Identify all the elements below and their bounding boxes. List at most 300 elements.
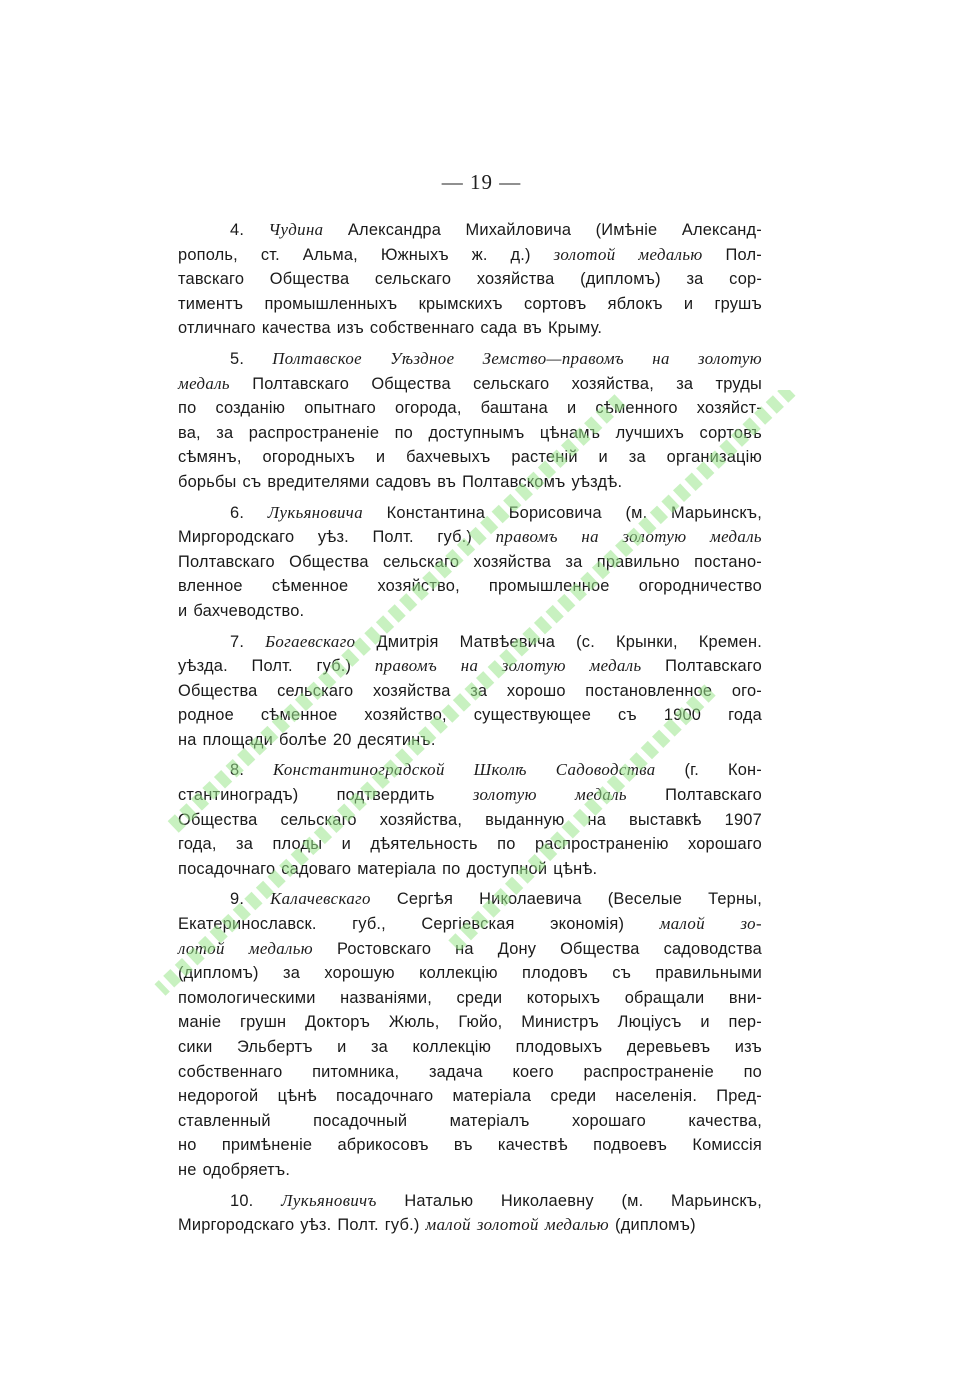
word: за — [628, 448, 646, 467]
text-line — [178, 783, 762, 808]
list-item — [178, 1189, 762, 1238]
word: губ., — [352, 915, 386, 934]
word: Чудина — [268, 220, 324, 239]
word: ж. — [471, 245, 488, 264]
text-line — [178, 396, 762, 421]
word: стантиноградъ) — [178, 786, 299, 805]
word: среди — [456, 988, 503, 1007]
word: Александ- — [681, 221, 762, 239]
word: коллекцію — [412, 1038, 492, 1056]
word: промышленное — [488, 577, 610, 596]
word: посадочнаго — [178, 859, 276, 878]
word: грушн — [239, 1013, 287, 1032]
word: хозяйства, — [571, 374, 654, 393]
text-line — [178, 316, 762, 341]
word: постановленное — [585, 681, 713, 700]
word: рополь, — [178, 245, 238, 264]
text-line — [178, 574, 762, 599]
page-number: — 19 — — [441, 170, 522, 194]
word: Полтавскаго — [665, 786, 762, 805]
word: подтвердить — [336, 786, 435, 805]
word: Южныхъ — [380, 245, 449, 264]
text-line — [178, 470, 762, 495]
word: Министръ — [521, 1013, 599, 1032]
word: золотую — [697, 348, 762, 368]
word: борьбы — [178, 472, 237, 491]
word: (г. — [684, 761, 700, 780]
word: отличнаго — [178, 319, 256, 338]
word: плоды — [272, 835, 323, 854]
list-item — [178, 218, 762, 341]
word: Дону — [497, 939, 537, 958]
word: и — [337, 1038, 347, 1056]
word: золотую — [501, 656, 566, 676]
word: Марьинскъ, — [671, 1191, 762, 1210]
word: Николаевну — [500, 1191, 594, 1210]
word: правильными — [655, 964, 762, 983]
word: 20 — [332, 730, 352, 749]
word: Александра — [347, 221, 442, 239]
word: Гюйо, — [458, 1013, 503, 1032]
word: Лукьяновичъ — [281, 1190, 377, 1210]
word: и — [375, 448, 386, 467]
word: огорода, — [395, 399, 462, 418]
word: сѣменное — [271, 577, 349, 596]
word: Богаевскаго — [265, 631, 356, 651]
word: сельскаго — [374, 270, 452, 289]
word: родное — [178, 706, 234, 725]
word: (дипломъ) — [580, 270, 661, 289]
word: баштана — [480, 399, 548, 418]
text-line — [178, 654, 762, 679]
word: хозяйства, — [379, 810, 463, 829]
word: уѣз. — [300, 1216, 332, 1235]
word: Пред- — [716, 1087, 762, 1106]
word: питомника, — [312, 1062, 400, 1081]
text-line — [178, 347, 762, 372]
word: Полтавскаго — [665, 657, 762, 676]
word: Миргородскаго — [178, 1216, 295, 1235]
text-line — [178, 1060, 762, 1085]
word: названіями, — [340, 988, 432, 1007]
word: Люціусъ — [617, 1013, 682, 1032]
word: распространеніе — [583, 1062, 714, 1081]
word: медалью — [544, 1215, 610, 1235]
word: малой — [425, 1215, 471, 1235]
word: качествѣ — [497, 1136, 568, 1155]
word: Альма, — [302, 245, 358, 264]
word: Докторъ — [305, 1013, 371, 1032]
word: и — [566, 399, 577, 418]
text-line — [178, 267, 762, 292]
word: населенія. — [615, 1087, 698, 1106]
word: лучшихъ — [615, 423, 685, 442]
word: Земство—правомъ — [482, 348, 625, 368]
word: Общества — [371, 374, 451, 393]
word: 6. — [230, 503, 245, 522]
text-line — [178, 525, 762, 550]
word: абрикосовъ — [337, 1136, 429, 1155]
word: и — [178, 601, 188, 620]
word: года, — [178, 835, 217, 854]
word: Михайловича — [465, 221, 572, 239]
word: хорошо — [506, 681, 566, 700]
word: коллекцію — [419, 964, 498, 983]
word: выданную — [485, 810, 565, 829]
word: 7. — [230, 632, 245, 651]
word: золотую — [622, 527, 687, 547]
word: выставкѣ — [629, 810, 702, 829]
word: съ — [242, 472, 262, 491]
word: задача — [428, 1062, 483, 1081]
word: Калачевскаго — [270, 889, 371, 909]
word: сада — [480, 319, 518, 338]
text-line — [178, 1109, 762, 1134]
text-line — [178, 445, 762, 470]
word: за — [236, 835, 254, 854]
word: уѣз. — [317, 528, 349, 547]
word: 8. — [230, 761, 245, 780]
word: губ.) — [384, 1216, 420, 1235]
word: среди — [550, 1087, 597, 1106]
word: правомъ — [374, 656, 438, 676]
text-line — [178, 857, 762, 882]
text-line — [178, 599, 762, 624]
word: въ — [523, 319, 542, 338]
word: труды — [715, 374, 762, 393]
word: по — [178, 399, 197, 418]
word: Общества — [178, 681, 258, 700]
word: уѣздѣ. — [571, 472, 623, 491]
word: Общества — [178, 810, 258, 829]
text-line — [178, 961, 762, 986]
word: садовъ — [375, 472, 432, 491]
word: хозяйство, — [377, 577, 460, 596]
text-line — [178, 501, 762, 526]
word: хорошую — [324, 964, 395, 983]
text-line — [178, 1133, 762, 1158]
word: качества — [261, 319, 331, 338]
word: сики — [178, 1038, 213, 1056]
word: золотую — [472, 785, 537, 805]
word: подвоевъ — [593, 1136, 668, 1155]
word: тавскаго — [178, 270, 245, 289]
word: хозяйства — [476, 270, 555, 289]
word: ст. — [260, 245, 280, 264]
word: Константиноградской — [272, 760, 445, 780]
word: д.) — [510, 245, 531, 264]
text-line — [178, 372, 762, 397]
word: садоводства — [663, 939, 762, 958]
word: хозяйство, — [364, 706, 447, 725]
word: хозяйства — [473, 552, 552, 571]
word: Сергѣя — [396, 890, 454, 909]
word: растеній — [511, 448, 578, 467]
word: Константина — [386, 503, 486, 522]
document-body — [178, 218, 762, 1244]
word: садоваго — [281, 859, 352, 878]
word: по — [442, 859, 461, 878]
word: Жюль, — [388, 1013, 440, 1032]
word: правильно — [596, 552, 680, 571]
word: губ.) — [437, 528, 473, 547]
word: 10. — [230, 1191, 254, 1210]
word: Полтавскаго — [178, 552, 275, 571]
word: матеріала — [357, 859, 437, 878]
word: и — [598, 448, 608, 467]
word: медалью — [248, 938, 313, 958]
word: сельскаго — [473, 374, 550, 393]
text-line — [178, 832, 762, 857]
word: сельскаго — [280, 810, 357, 829]
text-line — [178, 986, 762, 1011]
word: медаль — [575, 785, 627, 805]
word: бахчеводство. — [193, 601, 305, 620]
word: сельскаго — [277, 681, 354, 700]
word: Пол- — [725, 245, 762, 264]
word: Сергіевская — [421, 915, 515, 934]
word: Общества — [269, 270, 350, 289]
word: за — [686, 270, 704, 289]
word: сѣмянъ, — [178, 448, 242, 467]
word: яблокъ — [607, 294, 663, 313]
word: тиментъ — [178, 294, 244, 313]
word: за — [565, 552, 583, 571]
word: Полт. — [372, 528, 414, 547]
word: за — [470, 681, 488, 700]
text-line — [178, 758, 762, 783]
word: Полт. — [337, 1216, 379, 1235]
word: на — [652, 348, 670, 368]
word: цѣнамъ — [539, 423, 601, 442]
word: за — [370, 1038, 388, 1056]
word: (Имѣніе — [595, 221, 658, 239]
word: Дмитрія — [376, 632, 439, 651]
word: сор- — [729, 270, 762, 289]
word: коего — [512, 1062, 554, 1081]
word: золотой — [476, 1215, 539, 1235]
word: помологическими — [178, 988, 316, 1007]
word: дѣятельность — [370, 835, 478, 854]
word: съ — [618, 706, 637, 725]
word: деревьевъ — [626, 1038, 711, 1056]
word: Эльбертъ — [236, 1038, 313, 1056]
word: созданію — [215, 399, 286, 418]
word: и — [700, 1013, 710, 1032]
word: Полтавское — [272, 348, 362, 368]
word: матеріала — [452, 1087, 532, 1106]
word: (м. — [625, 503, 648, 522]
word: постано- — [694, 552, 762, 571]
word: за — [216, 423, 234, 442]
text-line — [178, 243, 762, 268]
word: Николаевича — [479, 890, 582, 909]
text-line — [178, 630, 762, 655]
word: болѣе — [279, 730, 327, 749]
word: медаль — [589, 656, 642, 676]
word: опытнаго — [304, 399, 376, 418]
word: ого- — [731, 681, 762, 700]
word: Полтавскомъ — [462, 472, 566, 491]
word: примѣненіе — [221, 1136, 313, 1155]
word: Борисовича — [508, 503, 602, 522]
word: по — [497, 835, 516, 854]
word: цѣнѣ. — [553, 859, 598, 878]
word: Крынки, — [615, 632, 678, 651]
word: распространеніе — [248, 423, 380, 442]
word: собственнаго — [369, 319, 475, 338]
word: медаль — [178, 373, 230, 393]
text-line — [178, 912, 762, 937]
word: недорогой — [178, 1087, 259, 1106]
word: Общества — [289, 552, 369, 571]
word: сѣменного — [595, 399, 678, 418]
word: Наталью — [404, 1191, 474, 1210]
word: по — [394, 423, 413, 442]
word: изъ — [734, 1038, 762, 1056]
word: въ — [453, 1136, 473, 1155]
word: хозяйст- — [696, 399, 762, 418]
word: 4. — [230, 221, 245, 239]
word: Крыму. — [547, 319, 603, 338]
word: и — [683, 294, 694, 313]
word: Лукьяновича — [267, 502, 363, 522]
word: Миргородскаго — [178, 528, 295, 547]
word: бахчевыхъ — [406, 448, 491, 467]
text-line — [178, 703, 762, 728]
word: вни- — [728, 988, 762, 1007]
word: правомъ — [495, 527, 558, 547]
word: лотой — [178, 938, 225, 958]
word: доступнымъ — [428, 423, 525, 442]
word: вленное — [178, 577, 243, 596]
word: промышленныхъ — [264, 294, 398, 313]
list-item — [178, 758, 762, 881]
word: (дипломъ) — [178, 964, 259, 983]
text-line — [178, 1189, 762, 1214]
word: года — [728, 706, 762, 725]
text-line — [178, 1158, 762, 1183]
word: сѣменное — [260, 706, 338, 725]
word: одобряетъ. — [202, 1160, 291, 1179]
word: обращали — [624, 988, 705, 1007]
word: маніе — [178, 1013, 222, 1032]
word: хозяйства — [372, 681, 451, 700]
word: и — [341, 835, 351, 854]
word: за — [676, 374, 694, 393]
text-line — [178, 1213, 762, 1238]
word: но — [178, 1136, 197, 1155]
word: 9. — [230, 890, 245, 909]
word: ставленный — [178, 1111, 271, 1130]
list-item — [178, 347, 762, 495]
word: плодовъ — [522, 964, 588, 983]
word: малой — [659, 914, 705, 934]
word: золотой — [553, 244, 616, 264]
word: доступной — [466, 859, 548, 878]
word: (Веселые — [607, 890, 683, 909]
word: организацію — [666, 448, 762, 467]
word: матеріалъ — [449, 1111, 530, 1130]
text-line — [178, 937, 762, 962]
word: на — [460, 656, 479, 676]
word: Школѣ — [473, 760, 527, 780]
word: качества, — [688, 1111, 762, 1130]
word: Кремен. — [698, 632, 762, 651]
text-line — [178, 1010, 762, 1035]
word: (м. — [621, 1191, 644, 1210]
word: губ.) — [316, 657, 352, 676]
word: Матвѣевича — [459, 632, 556, 651]
word: площади — [202, 730, 274, 749]
word: которыхъ — [526, 988, 601, 1007]
word: въ — [437, 472, 457, 491]
word: Марьинскъ, — [671, 503, 762, 522]
word: хорошаго — [688, 835, 762, 854]
word: десятинъ. — [357, 730, 436, 749]
word: (дипломъ) — [615, 1216, 696, 1235]
word: цѣнѣ — [277, 1087, 317, 1106]
word: экономія) — [550, 915, 625, 934]
word: (с. — [576, 632, 595, 651]
text-line — [178, 679, 762, 704]
word: уѣзда. — [178, 657, 228, 676]
word: сельскаго — [382, 552, 460, 571]
word: съ — [612, 964, 632, 983]
word: зо- — [740, 914, 762, 934]
word: грушъ — [714, 294, 762, 313]
word: на — [587, 810, 607, 829]
word: пер- — [728, 1013, 762, 1032]
word: Терны, — [708, 890, 762, 909]
word: сортовъ — [699, 423, 762, 442]
word: огородничество — [638, 577, 762, 596]
word: 1907 — [724, 810, 762, 829]
word: Полтавскаго — [252, 374, 350, 393]
word: медаль — [709, 527, 762, 547]
word: Полт. — [251, 657, 293, 676]
text-line — [178, 887, 762, 912]
text-line — [178, 808, 762, 833]
word: на — [455, 939, 474, 958]
word: Общества — [560, 939, 640, 958]
word: Уѣздное — [390, 348, 455, 368]
word: огородныхъ — [262, 448, 356, 467]
word: 5. — [230, 349, 245, 368]
list-item — [178, 630, 762, 753]
text-line — [178, 421, 762, 446]
word: не — [178, 1160, 197, 1179]
text-line — [178, 1084, 762, 1109]
word: Ростовскаго — [336, 939, 432, 958]
word: Кон- — [727, 761, 762, 780]
word: Садоводства — [555, 760, 656, 780]
word: на — [178, 730, 197, 749]
list-item — [178, 501, 762, 624]
text-line — [178, 728, 762, 753]
text-line — [178, 550, 762, 575]
word: медалью — [638, 244, 703, 264]
list-item — [178, 887, 762, 1182]
word: распространенію — [534, 835, 669, 854]
word: плодовыхъ — [515, 1038, 603, 1056]
word: ва, — [178, 423, 201, 442]
text-line — [178, 218, 762, 243]
word: посадочный — [313, 1111, 408, 1130]
word: посадочнаго — [336, 1087, 434, 1106]
word: по — [743, 1062, 762, 1081]
text-line — [178, 1035, 762, 1060]
